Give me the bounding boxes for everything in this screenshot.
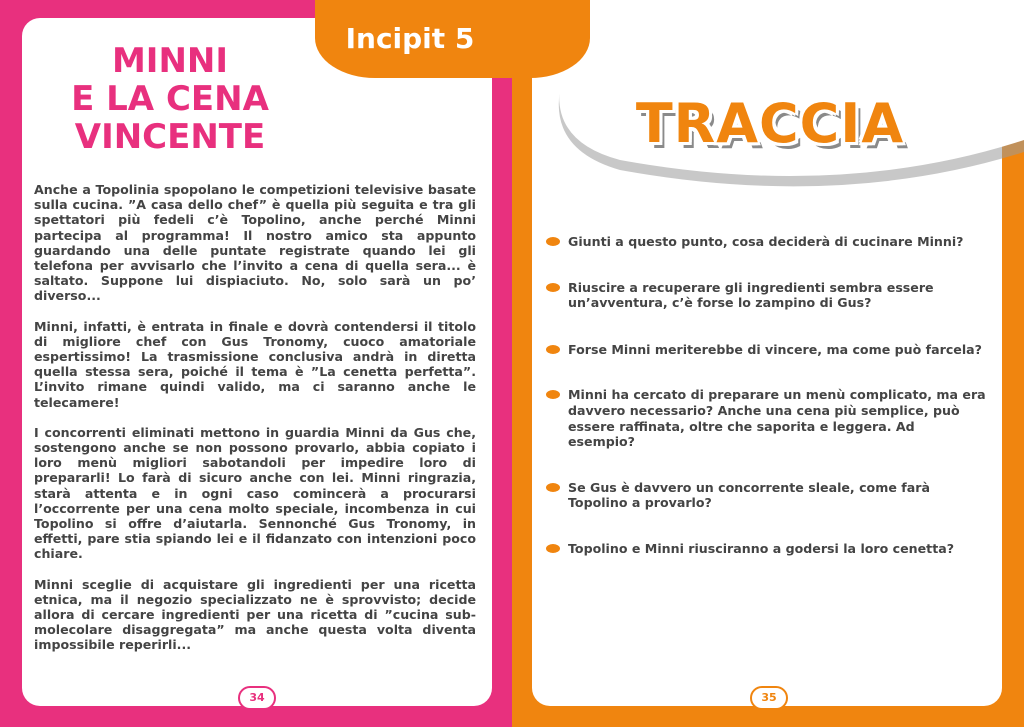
bullet-dot-icon	[546, 283, 560, 292]
incipit-label: Incipit 5	[345, 22, 475, 55]
page-number-left: 34	[238, 686, 276, 710]
traccia-heading: TRACCIA	[635, 92, 905, 155]
story-paragraph: Minni, infatti, è entrata in finale e dovrà contendersi il titolo di migliore chef con Gus Tronomy, cuoco amatoriale espertissimo! La trasmissione conclusiva andrà in diretta quella stessa sera, poiché il tema è ”La cenetta perfetta”. L’invito rimane quindi valido, ma ci saranno anche le telecamere!	[34, 318, 476, 410]
story-paragraph: I concorrenti eliminati mettono in guardia Minni da Gus che, sostengono anche se non possono provarlo, abbia copiato i loro menù migliori sabotandoli per impedire loro di prepararli! Lo farà di sicuro anche con lei. Minni ringrazia, starà attenta e in ogni caso comincerà a procurarsi l’occorrente per una cena molto speciale, incombenza in cui Topolino si offre d’aiutarla. Sennonché Gus Tronomy, in effetti, pare stia spiando lei e il fidanzato con intenzioni poco chiare.	[34, 424, 476, 562]
story-body	[34, 182, 476, 668]
question-text: Minni ha cercato di preparare un menù complicato, ma era davvero necessario? Anche una cena più semplice, può essere raffinata, oltre che saporita e leggera. Ad esempio?	[568, 387, 986, 450]
question-item	[546, 387, 986, 449]
bullet-dot-icon	[546, 237, 560, 246]
story-title-line: MINNI	[111, 41, 229, 81]
story-title-line: VINCENTE	[74, 117, 266, 157]
question-text: Forse Minni meriterebbe di vincere, ma come può farcela?	[568, 341, 982, 357]
question-text: Riuscire a recuperare gli ingredienti sembra essere un’avventura, c’è forse lo zampino di Gus?	[568, 279, 934, 311]
story-paragraph: Minni sceglie di acquistare gli ingredienti per una ricetta etnica, ma il negozio specializzato ne è sprovvisto; decide allora di cercare ingredienti per una ricetta di ”cucina sub-molecolare disaggregata” ma anche questa volta diventa impossibile reperirli...	[34, 576, 476, 653]
bullet-dot-icon	[546, 345, 560, 354]
question-item	[546, 480, 986, 511]
bullet-dot-icon	[546, 390, 560, 399]
page-number-right: 35	[750, 686, 788, 710]
story-title	[40, 42, 300, 156]
question-item	[546, 342, 986, 358]
question-text: Topolino e Minni riusciranno a godersi la loro cenetta?	[568, 540, 955, 556]
story-title-line: E LA CENA	[71, 79, 269, 119]
question-list	[546, 234, 986, 557]
question-item	[546, 541, 986, 557]
question-item	[546, 280, 986, 311]
question-text: Se Gus è davvero un concorrente sleale, come farà Topolino a provarlo?	[568, 479, 930, 511]
question-item	[546, 234, 986, 250]
question-text: Giunti a questo punto, cosa deciderà di cucinare Minni?	[568, 234, 964, 249]
story-paragraph: Anche a Topolinia spopolano le competizioni televisive basate sulla cucina. ”A casa dello chef” è quella più seguita e tra gli spettatori più fedeli c’è Topolino, anche perché Minni partecipa al programma! Il nostro amico sta appunto guardando una delle puntate registrate quando lei gli telefona per avvisarlo che l’invito a cena di quella sera... è saltato. Suppone lui dispiaciuto. No, solo sarà un po’ diverso...	[34, 182, 476, 304]
bullet-dot-icon	[546, 483, 560, 492]
bullet-dot-icon	[546, 544, 560, 553]
